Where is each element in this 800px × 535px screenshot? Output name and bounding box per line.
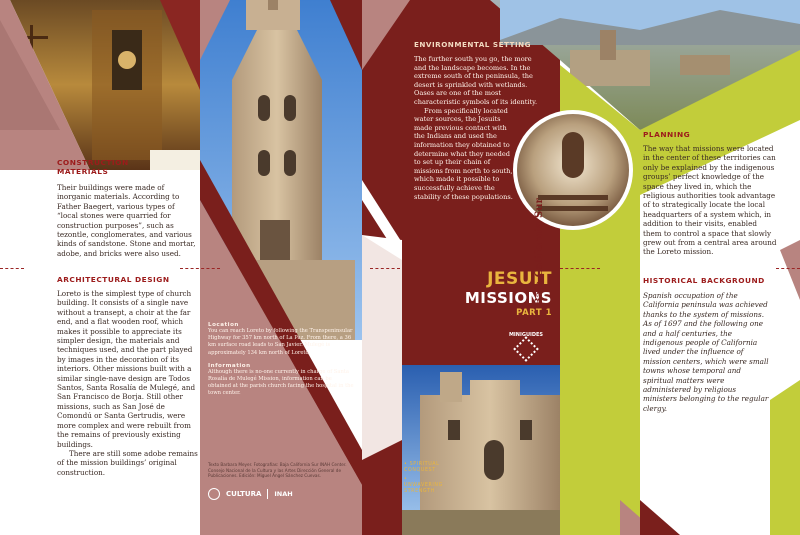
cover-title-line-2: MISSIONS: [464, 289, 552, 307]
cover-title-line-1: JESUIT: [487, 269, 552, 289]
brand-name: MINIGUIDES: [508, 332, 544, 338]
brand-emblem-icon: [513, 336, 538, 361]
information-text: Although there is no-one currently in charge of Santa Rosalía de Mulegé Mission, information can be obtained at the parish church facing the hospital in the town center.: [208, 368, 354, 397]
environment-section: [414, 40, 544, 201]
location-title: Location: [208, 322, 239, 328]
history-text: Spanish occupation of the California peninsula was achieved thanks to the system of missions. As of 1697 and the following one and a half centuries, the indigenous people of California lived under the influence of mission centers, which were small towns whose temporal and spiritual matters were administered by religious ministers belonging to the regular clergy.: [643, 291, 769, 413]
inah-logo-text: INAH: [274, 490, 293, 498]
fold-marker: [0, 268, 24, 269]
construction-section: [57, 158, 197, 258]
construction-title: CONSTRUCTION MATERIALS: [57, 158, 129, 176]
location-section: [208, 322, 356, 398]
environment-title: ENVIRONMENTAL SETTING: [414, 40, 532, 49]
planning-section: [643, 130, 783, 257]
planning-text: The way that missions were located in the center of these territories can only be explained by the indigenous groups’ perfect knowledge of the space they lived in, which the religious authorities took advantage of to strategically locate the local headquarters of a system which, in addition to their visits, enabled them to control a space that slowly grew out from a central area around the Loreto mission.: [643, 144, 777, 257]
cover-bullet-2: • UNWAVERING STRENGTH: [404, 477, 443, 494]
history-title: HISTORICAL BACKGROUND: [643, 276, 765, 285]
cover-side-label: Baja California Sur: [534, 198, 545, 306]
fold-marker: [776, 268, 800, 269]
cover-bullet-2-text: UNWAVERING STRENGTH: [404, 483, 443, 494]
cultura-logo-icon: [208, 488, 220, 500]
architecture-text-2: There are still some adobe remains of the mission buildings’ original construction.: [57, 448, 198, 477]
environment-text-2: From specifically located water sources, the Jesuits made previous contact with the Indians and used the information they obtained to determine what they needed to set up their chain of missions from north to south, which made it possible to successfully achieve the stability of these populations.: [414, 106, 513, 201]
environment-text-1: The further south you go, the more and the landscape becomes. In the extreme south of the peninsula, the desert is sprinkled with wetlands. Oases are one of the most characteristic symbols of its identity.: [414, 55, 538, 106]
fold-marker: [370, 268, 400, 269]
architecture-title: ARCHITECTURAL DESIGN: [57, 275, 170, 284]
location-text: You can reach Loreto by following the Transpeninsular Highway for 357 km north of La Paz. From there, a 36 km surface road leads to San Javier. Mulegé is approximately 134 km north of Loreto.: [208, 328, 353, 356]
planning-title: PLANNING: [643, 130, 691, 139]
cultura-logo-text: CULTURA: [226, 490, 262, 498]
fold-marker: [180, 268, 220, 269]
credits: Texto Barbara Meyer. Fotografías: Baja California Sur INAH Center. Consejo Nacional de la Cultura y las Artes Dirección General de Publicaciones. Edición: Miguel Ángel Sánchez Cuevas.: [208, 462, 347, 479]
cover-bullet-1: • SPIRITUAL CONQUEST: [404, 462, 440, 473]
logo-divider: [267, 489, 268, 499]
information-title: Information: [208, 362, 251, 369]
logos: [208, 488, 293, 500]
cover-bullet-1-text: SPIRITUAL CONQUEST: [404, 462, 440, 473]
construction-text: Their buildings were made of inorganic materials. According to Father Baegert, various types of “local stones were quarried for construction purposes”, such as tezontle, conglomerates, and various kinds of sandstone. Stone and mortar, adobe, and bricks were also used.: [57, 183, 196, 258]
architecture-section: [57, 275, 199, 477]
fold-marker: [560, 268, 600, 269]
architecture-text: Loreto is the simplest type of church building. It consists of a single nave without a transept, a choir at the far end, and a flat wooden roof, which makes it possible to appreciate its simpler design, the materials and techniques used, and the part played by images in the decoration of its interiors. Other missions built with a similar single-nave design are Todos Santos, Santa Rosalía de Mulegé, and San Francisco de Borja. Still other missions, such as San José de Comondú or Santa Gertrudis, were more complex and were rebuilt from the remains of previously existing buildings.: [57, 289, 196, 449]
cover-part: PART 1: [516, 308, 552, 318]
brand-block: [496, 332, 556, 358]
cover-bullets: [404, 462, 444, 495]
history-section: [643, 276, 778, 413]
